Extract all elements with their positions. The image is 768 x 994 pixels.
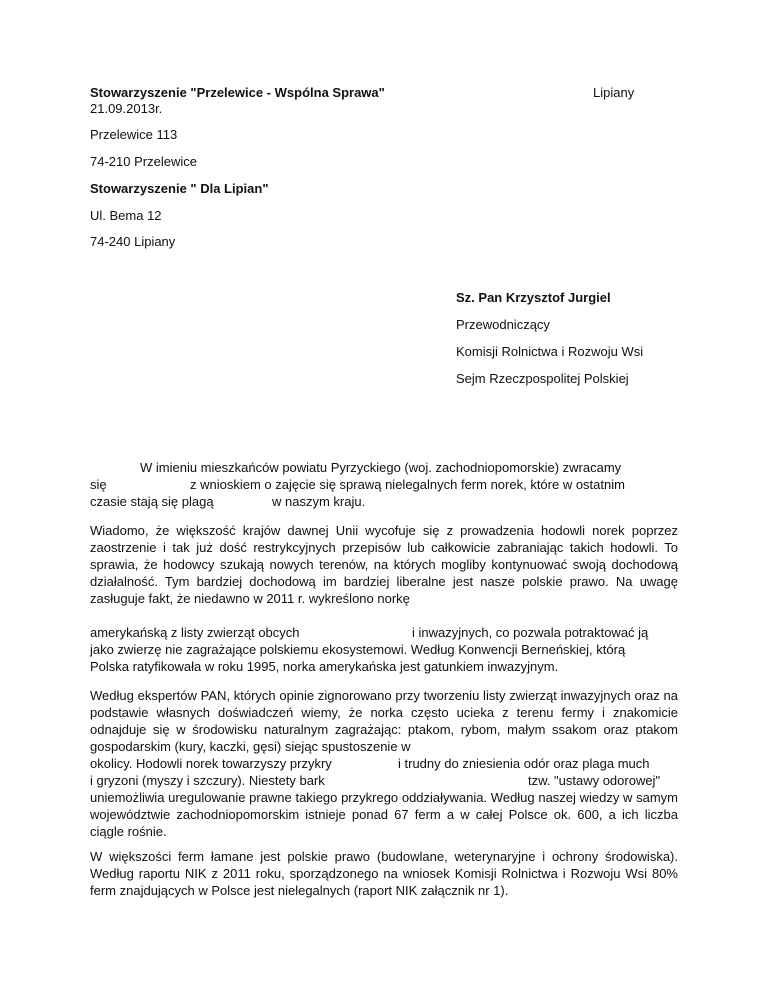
paragraph-3-main: Według ekspertów PAN, których opinie zignorowano przy tworzeniu listy zwierząt inwazyjnych oraz na podstawie własnych doświadczeń wiemy, że norka często ucieka z terenu fermy i znakomicie odnajduje się w środowisku naturalnym zagrażając: ptakom, rybom, małym ssakom oraz ptakom gospodarskim (kury, kaczki, gęsi) siejąc spustoszenie w xyxy=(90,688,678,754)
paragraph-1-line3a: czasie stają się plagą xyxy=(90,494,214,509)
paragraph-4: W większości ferm łamane jest polskie prawo (budowlane, weterynaryjne i ochrony środowiska). Według raportu NIK z 2011 roku, sporządzonego na wniosek Komisji Rolnictwa i Rozwoju Wsi 80% ferm znajdujących w Polsce jest nielegalnych (raport NIK załącznik nr 1). xyxy=(90,849,678,898)
sender-address-line3: Ul. Bema 12 xyxy=(90,208,162,223)
paragraph-1-line2a: się xyxy=(90,477,107,492)
paragraph-3-end: uniemożliwia uregulowanie prawne takiego przykrego oddziaływania. Według naszej wiedzy w samym województwie zachodniopomorskim istnieje ponad 67 ferm a w całej Polsce ok. 600, a ich liczba ciągle rośnie. xyxy=(90,790,678,839)
recipient-role: Przewodniczący xyxy=(456,317,550,332)
recipient-institution: Sejm Rzeczpospolitej Polskiej xyxy=(456,371,629,386)
sender-address-line2: 74-210 Przelewice xyxy=(90,154,197,169)
paragraph-2-line6a: amerykańską z listy zwierząt obcych xyxy=(90,625,300,640)
paragraph-3-line5a: okolicy. Hodowli norek towarzyszy przykry xyxy=(90,756,332,771)
letter-place: Lipiany xyxy=(593,85,635,100)
sender-org-2: Stowarzyszenie " Dla Lipian" xyxy=(90,181,269,196)
paragraph-3-line6b: tzw. "ustawy odorowej" xyxy=(528,773,661,788)
sender-address-line4: 74-240 Lipiany xyxy=(90,234,176,249)
paragraph-1-line3b: w naszym kraju. xyxy=(272,494,366,509)
sender-org: Stowarzyszenie "Przelewice - Wspólna Sprawa" xyxy=(90,85,385,100)
paragraph-2-line7: jako zwierzę nie zagrażające polskiemu ekosystemowi. Według Konwencji Berneńskiej, którą xyxy=(90,642,626,657)
paragraph-1-line1: W imieniu mieszkańców powiatu Pyrzyckiego (woj. zachodniopomorskie) zwracamy xyxy=(140,460,622,475)
letter-date: 21.09.2013r. xyxy=(90,101,163,116)
sender-address-line1: Przelewice 113 xyxy=(90,127,178,142)
recipient-name: Sz. Pan Krzysztof Jurgiel xyxy=(456,290,611,305)
paragraph-2-line6b: i inwazyjnych, co pozwala potraktować ją xyxy=(412,625,649,640)
recipient-committee: Komisji Rolnictwa i Rozwoju Wsi xyxy=(456,344,644,359)
paragraph-3-line5b: i trudny do zniesienia odór oraz plaga much xyxy=(398,756,650,771)
paragraph-2-line8: Polska ratyfikowała w roku 1995, norka amerykańska jest gatunkiem inwazyjnym. xyxy=(90,659,559,674)
paragraph-2-main: Wiadomo, że większość krajów dawnej Unii wycofuje się z prowadzenia hodowli norek poprzez zaostrzenie i tak już dość restrykcyjnych przepisów lub całkowicie zabraniając takich hodowli. To sprawia, że hodowcy szukają nowych terenów, na których mogliby kontynuować swoją dochodową działalność. Tym bardziej dochodową im bardziej liberalne jest nasze polskie prawo. Na uwagę zasługuje fakt, że niedawno w 2011 r. wykreślono norkę xyxy=(90,523,678,606)
paragraph-1-line2b: z wnioskiem o zajęcie się sprawą nielegalnych ferm norek, które w ostatnim xyxy=(190,477,625,492)
paragraph-3-line6a: i gryzoni (myszy i szczury). Niestety bark xyxy=(90,773,325,788)
